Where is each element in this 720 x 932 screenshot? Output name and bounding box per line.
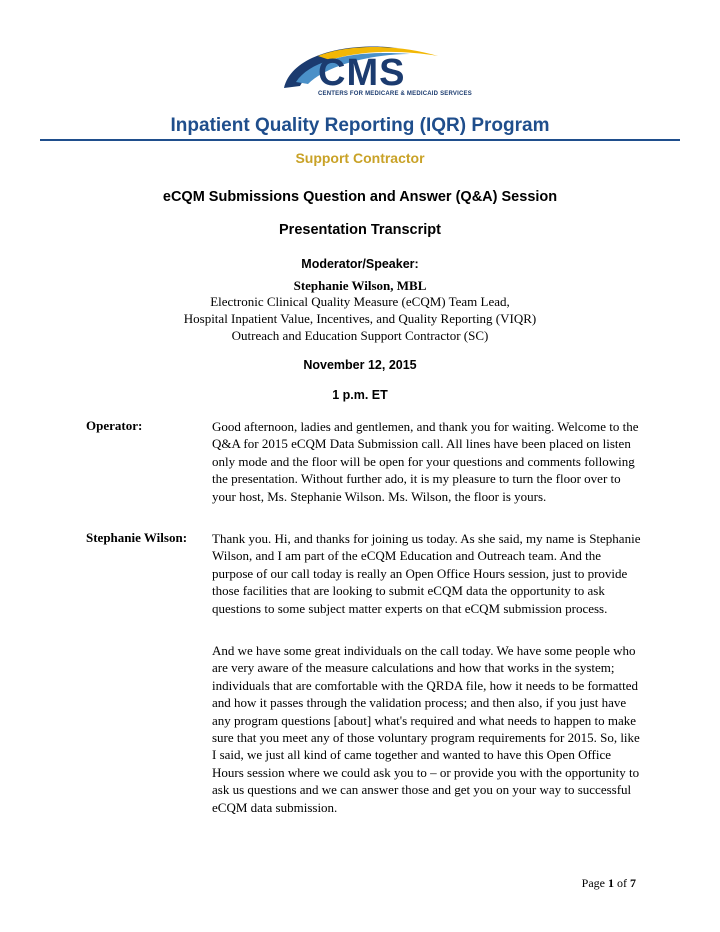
speaker-title-line: Outreach and Education Support Contractor (SC): [231, 328, 489, 343]
program-subtitle: Support Contractor: [295, 150, 425, 166]
speaker-title-line: Electronic Clinical Quality Measure (eCQM) Team Lead,: [210, 294, 510, 309]
page-number: 1: [608, 876, 614, 890]
cms-logo-subtext: CENTERS FOR MEDICARE & MEDICAID SERVICES: [318, 91, 472, 97]
session-time: 1 p.m. ET: [332, 388, 388, 402]
transcript-speaker-operator: Operator:: [86, 418, 143, 433]
moderator-label: Moderator/Speaker:: [301, 257, 419, 271]
session-date: November 12, 2015: [303, 358, 417, 372]
page-label: Page: [581, 876, 605, 890]
speaker-title-line: Hospital Inpatient Value, Incentives, and Quality Reporting (VIQR): [183, 311, 537, 326]
of-label: of: [617, 876, 627, 890]
speaker-name: Stephanie Wilson, MBL: [293, 278, 427, 293]
document-heading: eCQM Submissions Question and Answer (Q&A) Session: [162, 189, 558, 205]
cms-logo-text: CMS: [318, 52, 406, 94]
transcript-paragraph: Thank you. Hi, and thanks for joining us today. As she said, my name is Stephanie Wilson, and I am part of the eCQM Education and Outreach team. And the purpose of our call today is really an Open Office Hours session, just to provide those facilities that are looking to submit eCQM data the opportunity to ask questions to some subject matter experts on that eCQM submission process.: [212, 531, 641, 616]
program-title: Inpatient Quality Reporting (IQR) Program: [170, 115, 550, 136]
title-divider: [40, 139, 680, 141]
total-pages: 7: [630, 876, 636, 890]
transcript-paragraph: And we have some great individuals on the call today. We have some people who are very aware of the measure calculations and how that works in the system; individuals that are comfortable with the QRDA file, how it needs to be formatted and how it passes through the validation process; and then also, if you just have any program questions [about] what's required and what needs to happen to make sure that you meet any of those voluntary program requirements for 2015. So, like I said, we just all kind of came together and wanted to have this Open Office Hours session where we could ask you to – or provide you with the opportunity to ask us questions and we can answer those and get you on your way to successful eCQM data submission.: [212, 643, 640, 815]
transcript-speaker-stephanie: Stephanie Wilson:: [86, 530, 188, 545]
document-subheading: Presentation Transcript: [279, 222, 441, 238]
transcript-paragraph: Good afternoon, ladies and gentlemen, and thank you for waiting. Welcome to the Q&A for 2015 eCQM Data Submission call. All lines have been placed on listen only mode and the floor will be open for your questions and comments following the presentation. Without further ado, it is my pleasure to turn the floor over to your host, Ms. Stephanie Wilson. Ms. Wilson, the floor is yours.: [212, 419, 639, 504]
page-footer: [582, 876, 636, 891]
